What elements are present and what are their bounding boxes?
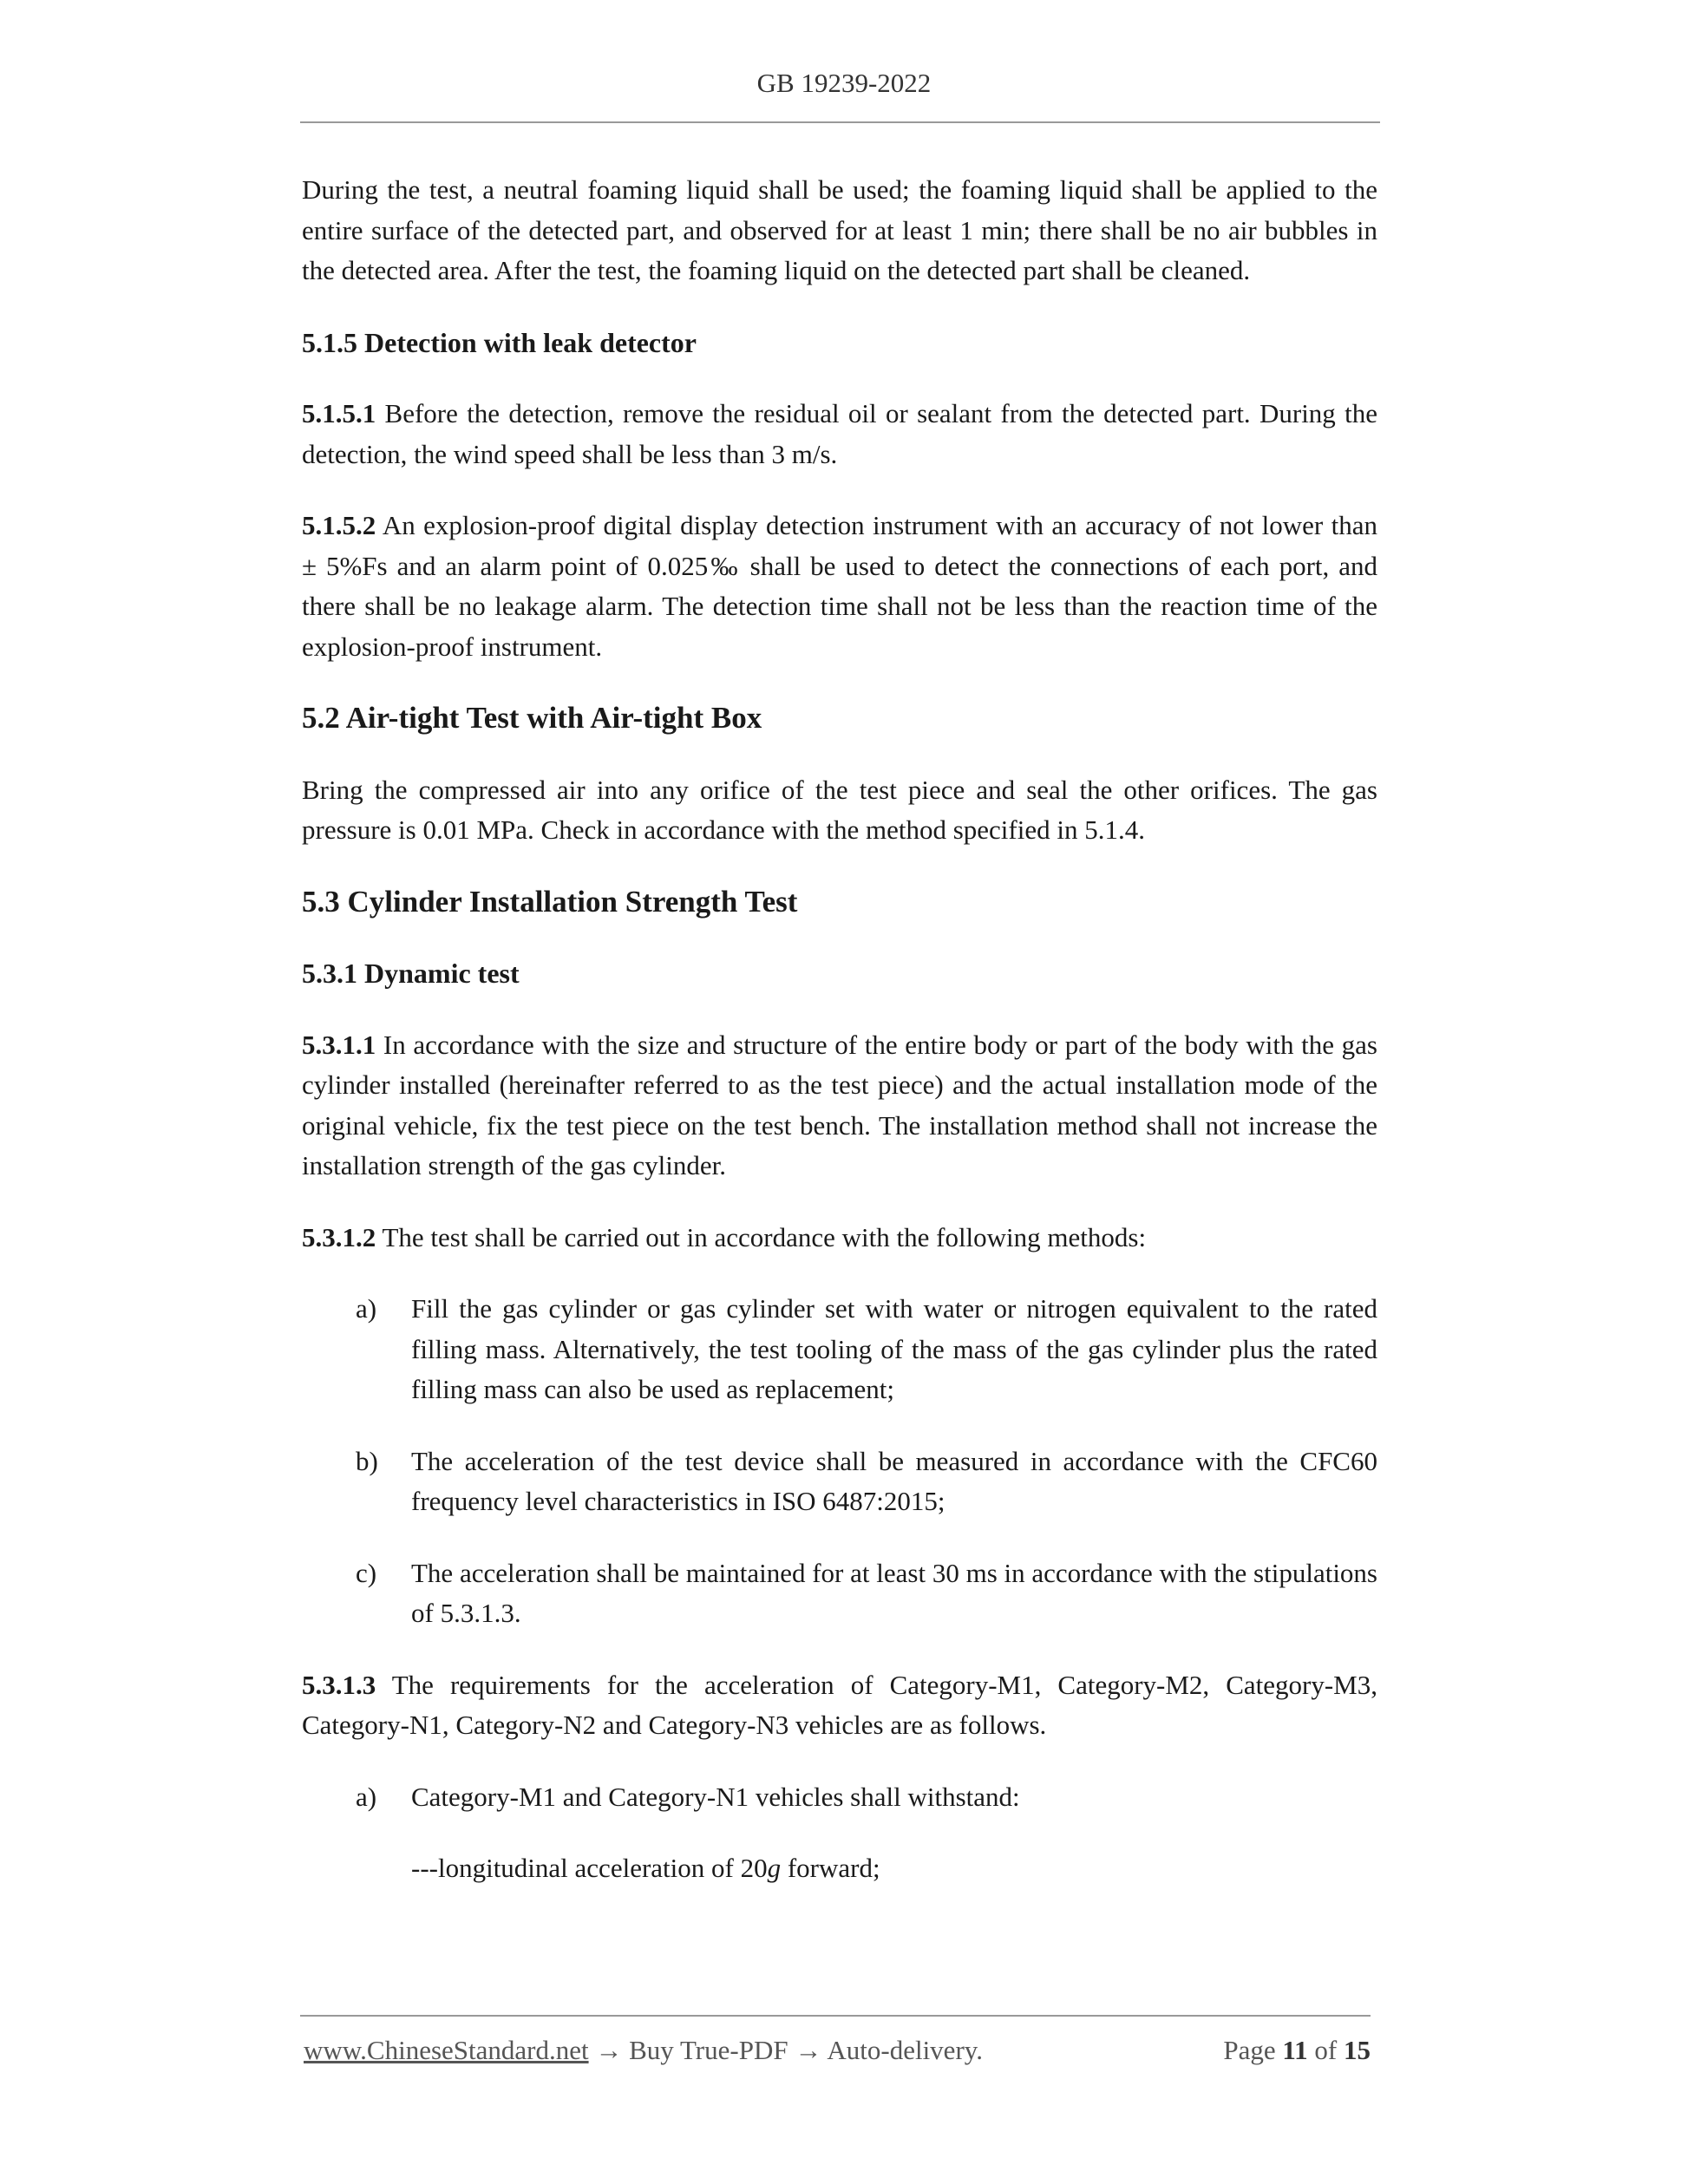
page-content — [302, 170, 1377, 1920]
clause-number: 5.3.1.3 — [302, 1669, 376, 1700]
footer-promo — [304, 2035, 983, 2066]
acceleration-requirement-line — [302, 1848, 1377, 1889]
section-5-3-heading: 5.3 Cylinder Installation Strength Test — [302, 884, 798, 919]
page-indicator — [1223, 2035, 1371, 2066]
clause-text: An explosion-proof digital display detection instrument with an accuracy of not lower than ± 5%Fs and an alarm point of 0.025‰ shall be used to detect the connections of each port, and there shall be no leakage alarm. The detection time shall not be less than the reaction time of the explosion-proof instrument. — [302, 510, 1377, 662]
section-5-3-1-heading: 5.3.1 Dynamic test — [302, 958, 520, 989]
list-item — [302, 1777, 1377, 1818]
clause-text: In accordance with the size and structure of the entire body or part of the body with the gas cylinder installed (hereinafter referred to as the test piece) and the actual installation mode of the original vehicle, fix the test piece on the test bench. The installation method shall not increase the installation strength of the gas cylinder. — [302, 1029, 1377, 1180]
list-item — [302, 1289, 1377, 1410]
section-5-1-5-heading: 5.1.5 Detection with leak detector — [302, 326, 697, 358]
footer-divider — [300, 2015, 1371, 2017]
gravity-unit-symbol: g — [767, 1853, 782, 1883]
clause-text: Before the detection, remove the residual oil or sealant from the detected part. During the detection, the wind speed shall be less than 3 m/s. — [302, 398, 1377, 469]
list-item-text: The acceleration of the test device shall be measured in accordance with the CFC60 frequency level characteristics in ISO 6487:2015; — [411, 1445, 1377, 1516]
page-label: Page — [1223, 2035, 1283, 2065]
clause-number: 5.1.5.1 — [302, 398, 376, 428]
list-marker: b) — [356, 1445, 378, 1476]
clause-number: 5.3.1.2 — [302, 1221, 376, 1252]
section-5-2-paragraph: Bring the compressed air into any orifice of the test piece and seal the other orifices. The gas pressure is 0.01 MPa. Check in accordance with the method specified in 5.1.4. — [302, 774, 1377, 845]
list-marker: a) — [356, 1781, 377, 1812]
list-item-text: The acceleration shall be maintained for at least 30 ms in accordance with the stipulations of 5.3.1.3. — [411, 1557, 1377, 1628]
website-link[interactable]: www.ChineseStandard.net — [304, 2035, 589, 2065]
current-page-number: 11 — [1282, 2035, 1308, 2065]
list-item — [302, 1553, 1377, 1634]
total-page-number: 15 — [1344, 2035, 1371, 2065]
list-item — [302, 1442, 1377, 1522]
clause-5-3-1-3 — [302, 1665, 1377, 1746]
intro-paragraph: During the test, a neutral foaming liquid shall be used; the foaming liquid shall be applied to the entire surface of the detected part, and observed for at least 1 min; there shall be no air bubbles in the detected area. After the test, the foaming liquid on the detected part shall be cleaned. — [302, 174, 1377, 285]
section-5-2-heading: 5.2 Air-tight Test with Air-tight Box — [302, 701, 762, 735]
clause-text: The test shall be carried out in accordance with the following methods: — [376, 1221, 1147, 1252]
clause-number: 5.1.5.2 — [302, 510, 376, 540]
list-item-text: Category-M1 and Category-N1 vehicles shall withstand: — [411, 1781, 1020, 1812]
clause-number: 5.3.1.1 — [302, 1029, 376, 1060]
list-marker: a) — [356, 1293, 377, 1324]
requirement-suffix: forward; — [781, 1853, 880, 1883]
footer-promo-text: → Buy True-PDF → Auto-delivery. — [588, 2035, 983, 2065]
requirement-prefix: ---longitudinal acceleration of 20 — [411, 1853, 768, 1883]
clause-5-3-1-2 — [302, 1218, 1377, 1259]
clause-text: The requirements for the acceleration of Category-M1, Category-M2, Category-M3, Category-N1, Category-N2 and Category-N3 vehicles are as follows. — [302, 1669, 1377, 1740]
list-item-text: Fill the gas cylinder or gas cylinder set with water or nitrogen equivalent to the rated filling mass. Alternatively, the test tooling of the mass of the gas cylinder plus the rated filling mass can also be used as replacement; — [411, 1293, 1377, 1404]
clause-5-3-1-1 — [302, 1025, 1377, 1187]
clause-5-1-5-1 — [302, 394, 1377, 474]
list-marker: c) — [356, 1557, 377, 1588]
document-code-header: GB 19239-2022 — [756, 68, 932, 98]
clause-5-1-5-2 — [302, 506, 1377, 667]
header-divider — [300, 121, 1380, 123]
page-of-label: of — [1307, 2035, 1344, 2065]
